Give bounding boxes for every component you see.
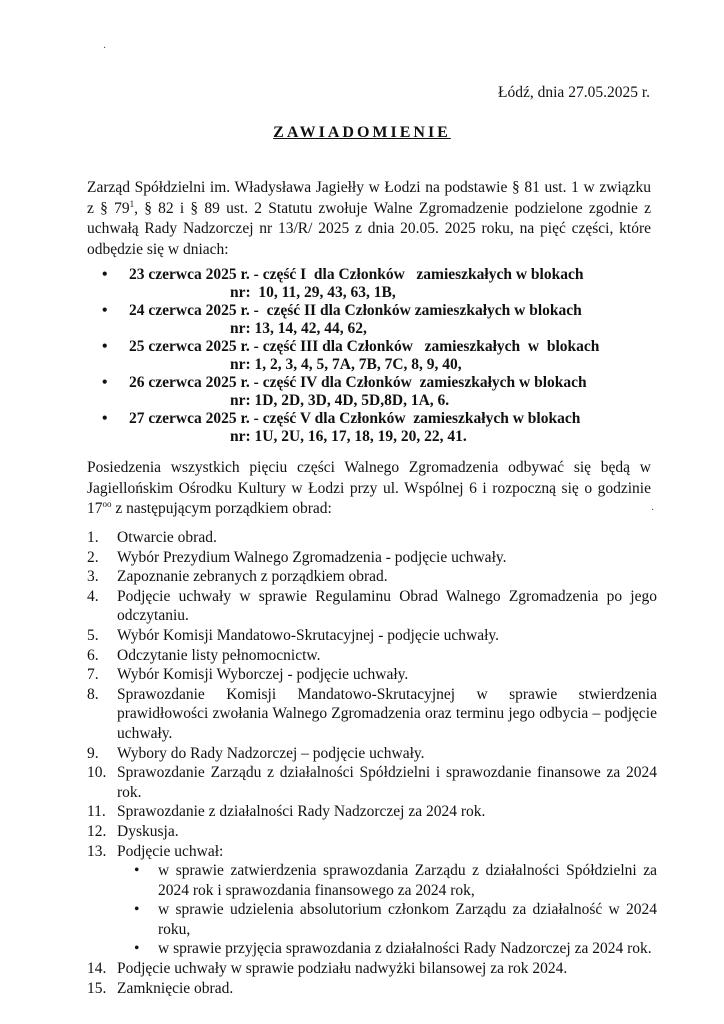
bullet-icon: • <box>134 862 140 880</box>
agenda-number: 5. <box>87 626 99 644</box>
agenda-text: Wybór Komisji Mandatowo-Skrutacyjnej - podjęcie uchwały. <box>117 626 500 644</box>
session-item <box>0 374 724 410</box>
agenda-text: Wybór Prezydium Walnego Zgromadzenia - podjęcie uchwały. <box>117 548 507 566</box>
session-date-line: 23 czerwca 2025 r. - część I dla Członków zamieszkałych w blokach <box>129 266 584 283</box>
session-item <box>0 338 724 374</box>
agenda-item <box>87 567 657 587</box>
resolution-item <box>117 900 657 939</box>
agenda-number: 6. <box>87 646 99 664</box>
intro-text-part2: , § 82 i § 89 ust. 2 Statutu zwołuje Walne Zgromadzenie podzielone zgodnie z uchwałą Rady Nadzorczej nr 13/R/ 2025 z dnia 20.05. 2025 roku, na pięć części, które odbędzie się w dniach: <box>87 199 651 258</box>
session-blocks-line: nr: 1, 2, 3, 4, 5, 7A, 7B, 7C, 8, 9, 40, <box>230 356 462 373</box>
agenda-text: Otwarcie obrad. <box>117 529 217 546</box>
agenda-number: 12. <box>87 822 107 840</box>
intro-text-part1: Zarząd Spółdzielni im. Władysława Jagiełły w Łodzi na podstawie § 81 ust. 1 w związku z § 79 <box>87 179 651 217</box>
session-date-line: 25 czerwca 2025 r. - część III dla Członków zamieszkałych w blokach <box>129 338 600 355</box>
bullet-icon: • <box>102 374 108 391</box>
agenda-text: Wybory do Rady Nadzorczej – podjęcie uchwały. <box>117 744 425 762</box>
agenda-number: 10. <box>87 764 107 782</box>
bullet-icon: • <box>102 410 108 427</box>
session-list <box>0 266 724 446</box>
agenda-text: Sprawozdanie z działalności Rady Nadzorczej za 2024 rok. <box>117 803 486 821</box>
session-blocks-line: nr: 10, 11, 29, 43, 63, 1B, <box>230 284 396 301</box>
agenda-number: 8. <box>87 685 99 703</box>
session-item <box>0 302 724 338</box>
agenda-item <box>87 802 657 822</box>
resolution-item <box>117 939 657 959</box>
resolution-item <box>117 861 657 900</box>
document-date: Łódź, dnia 27.05.2025 r. <box>498 84 650 101</box>
agenda-number: 2. <box>87 548 99 566</box>
session-text-part1: Posiedzenia wszystkich pięciu części Walnego Zgromadzenia odbywać się będą w Jagiellońskim Ośrodku Kultury w Łodzi przy ul. Wspólnej 6 i rozpoczną się o godzinie 17 <box>87 459 651 517</box>
resolution-list <box>117 861 657 959</box>
agenda-number: 1. <box>87 529 99 546</box>
session-info-paragraph <box>87 458 651 520</box>
bullet-icon: • <box>102 266 108 283</box>
intro-paragraph <box>87 178 651 260</box>
agenda-text: Wybór Komisji Wyborczej - podjęcie uchwały. <box>117 666 409 684</box>
agenda-item <box>87 744 657 764</box>
scan-speck: · <box>651 505 655 516</box>
session-blocks-line: nr: 1U, 2U, 16, 17, 18, 19, 20, 22, 41. <box>230 428 467 445</box>
agenda-text: Zapoznanie zebranych z porządkiem obrad. <box>117 568 388 586</box>
agenda-item <box>87 548 657 568</box>
bullet-icon: • <box>134 940 140 958</box>
agenda-item <box>87 822 657 842</box>
agenda-item <box>87 685 657 744</box>
time-superscript: oo <box>102 498 112 509</box>
session-blocks-line: nr: 13, 14, 42, 44, 62, <box>230 320 367 337</box>
agenda-text: Podjęcie uchwały w sprawie Regulaminu Obrad Walnego Zgromadzenia po jego odczytaniu. <box>117 587 657 625</box>
session-date-line: 26 czerwca 2025 r. - część IV dla Członków zamieszkałych w blokach <box>129 374 587 391</box>
agenda-item <box>87 646 657 666</box>
agenda-number: 9. <box>87 744 99 762</box>
agenda-item <box>87 626 657 646</box>
session-item <box>0 266 724 302</box>
agenda-number: 14. <box>87 960 107 978</box>
agenda-text: Odczytanie listy pełnomocnictw. <box>117 646 321 664</box>
bullet-icon: • <box>134 901 140 919</box>
agenda-number: 4. <box>87 587 99 605</box>
agenda-number: 11. <box>87 803 106 821</box>
session-item <box>0 410 724 446</box>
bullet-icon: • <box>102 302 108 319</box>
session-date-line: 27 czerwca 2025 r. - część V dla Członków zamieszkałych w blokach <box>129 410 581 427</box>
agenda-text: Dyskusja. <box>117 822 179 840</box>
document-title: ZAWIADOMIENIE <box>273 124 451 141</box>
resolution-text: w sprawie udzielenia absolutorium członkom Zarządu za działalność w 2024 roku, <box>158 901 657 938</box>
session-blocks-line: nr: 1D, 2D, 3D, 4D, 5D,8D, 1A, 6. <box>230 392 450 409</box>
agenda-item <box>87 979 657 999</box>
agenda-number: 7. <box>87 666 99 684</box>
resolution-text: w sprawie zatwierdzenia sprawozdania Zarządu z działalności Spółdzielni za 2024 rok i sprawozdania finansowego za 2024 rok, <box>158 862 657 899</box>
agenda-number: 3. <box>87 568 99 586</box>
resolution-text: w sprawie przyjęcia sprawozdania z działalności Rady Nadzorczej za 2024 rok. <box>158 940 652 958</box>
agenda-item <box>87 763 657 802</box>
agenda-item <box>87 587 657 626</box>
agenda-item <box>87 528 657 548</box>
scan-speck: · <box>103 43 107 54</box>
session-text-part2: z następującym porządkiem obrad: <box>111 500 332 517</box>
agenda-number: 13. <box>87 842 107 860</box>
agenda-number: 15. <box>87 979 107 997</box>
bullet-icon: • <box>102 338 108 355</box>
agenda-text: Podjęcie uchwały w sprawie podziału nadwyżki bilansowej za rok 2024. <box>117 960 568 978</box>
session-date-line: 24 czerwca 2025 r. - część II dla Członków zamieszkałych w blokach <box>129 302 582 319</box>
agenda-item <box>87 842 657 960</box>
agenda-item <box>87 665 657 685</box>
agenda-item <box>87 959 657 979</box>
agenda-list <box>87 528 657 998</box>
agenda-text: Podjęcie uchwał: <box>117 842 224 860</box>
agenda-text: Sprawozdanie Zarządu z działalności Spółdzielni i sprawozdanie finansowe za 2024 rok. <box>117 764 657 801</box>
agenda-text: Zamknięcie obrad. <box>117 979 234 997</box>
intro-superscript: 1 <box>129 198 135 209</box>
agenda-text: Sprawozdanie Komisji Mandatowo-Skrutacyjnej w sprawie stwierdzenia prawidłowości zwołania Walnego Zgromadzenia oraz terminu jego odbycia – podjęcie uchwały. <box>117 685 657 742</box>
